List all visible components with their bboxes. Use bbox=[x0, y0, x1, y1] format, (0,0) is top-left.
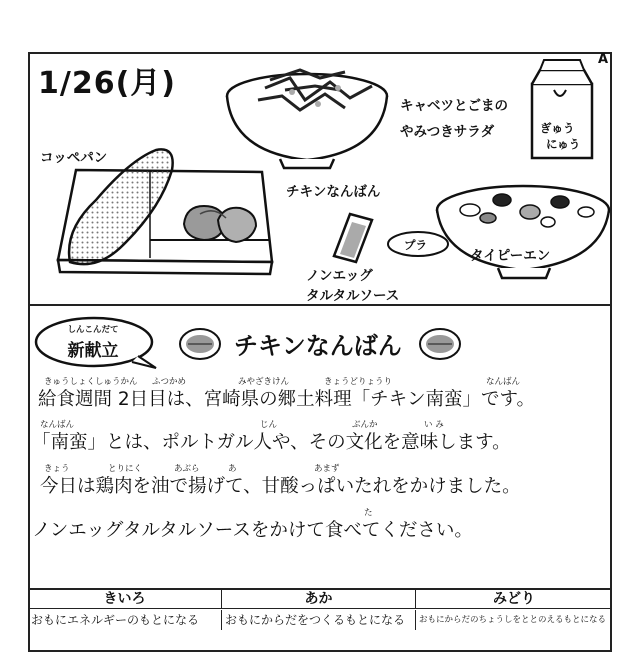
corner-mark: A bbox=[598, 52, 609, 67]
sauce-packet-illustration bbox=[334, 214, 372, 262]
ruby-3-5: あまず bbox=[314, 464, 340, 474]
new-menu-ruby: しんこんだて bbox=[67, 325, 119, 335]
bread-label: コッペパン bbox=[40, 150, 108, 166]
new-menu-text: 新献立 bbox=[67, 341, 119, 361]
pla-tag-label: プラ bbox=[404, 238, 427, 252]
sauce-label-line2: タルタルソース bbox=[306, 288, 400, 304]
body-line-3: 今日は鶏肉を油で揚げて、甘酸っぱいたれをかけました。 bbox=[40, 476, 521, 497]
ruby-2-2: じん bbox=[260, 420, 278, 430]
body-line-1: 給食週間 2日目は、宮崎県の郷土料理「チキン南蛮」です。 bbox=[38, 389, 535, 410]
ruby-1-4: きょうどりょうり bbox=[324, 377, 393, 387]
soup-bowl-illustration bbox=[437, 186, 609, 278]
food-group-header-yellow: きいろ bbox=[28, 590, 222, 609]
salad-bowl-illustration bbox=[227, 70, 387, 168]
ruby-1-5: なんばん bbox=[486, 377, 521, 387]
food-group-desc-yellow: おもにエネルギーのもとになる bbox=[28, 610, 222, 630]
ruby-1-2: ふつかめ bbox=[152, 377, 187, 387]
ruby-3-4: あ bbox=[228, 464, 237, 474]
food-group-desc-red: おもにからだをつくるもとになる bbox=[222, 610, 416, 630]
body-line-2: 「南蛮」とは、ポルトガル人や、その文化を意味します。 bbox=[32, 432, 511, 453]
ruby-1-3: みやざきけん bbox=[238, 377, 290, 387]
food-group-header-green: みどり bbox=[416, 590, 612, 609]
dish-icon-right bbox=[420, 329, 460, 359]
chicken-label: チキンなんばん bbox=[286, 184, 381, 200]
body-line-4: ノンエッグタルタルソースをかけて食べてください。 bbox=[32, 520, 473, 541]
salad-label-line2: やみつきサラダ bbox=[400, 124, 495, 140]
ruby-2-4: い み bbox=[424, 420, 444, 430]
ruby-1-1: きゅうしょくしゅうかん bbox=[44, 377, 138, 387]
salad-label-line1: キャベツとごまの bbox=[400, 98, 508, 114]
milk-label-line2: にゅう bbox=[546, 137, 581, 151]
soup-label: タイピーエン bbox=[470, 248, 551, 264]
food-group-header-red: あか bbox=[222, 590, 416, 609]
ruby-4-1: た bbox=[364, 508, 373, 518]
milk-label-line1: ぎゅう bbox=[540, 121, 575, 135]
dish-icon-left bbox=[180, 329, 220, 359]
ruby-3-3: あぶら bbox=[174, 464, 200, 474]
article-heading: チキンなんばん bbox=[234, 332, 402, 360]
new-menu-badge bbox=[34, 318, 160, 376]
ruby-2-3: ぶんか bbox=[352, 420, 378, 430]
menu-date: 1/26(月) bbox=[38, 66, 177, 101]
sauce-label-line1: ノンエッグ bbox=[306, 268, 373, 284]
food-group-desc-green: おもにからだのちょうしをととのえるもとになる bbox=[419, 614, 607, 625]
ruby-2-1: なんばん bbox=[40, 420, 75, 430]
ruby-3-2: とりにく bbox=[108, 464, 143, 474]
ruby-3-1: きょう bbox=[44, 464, 70, 474]
